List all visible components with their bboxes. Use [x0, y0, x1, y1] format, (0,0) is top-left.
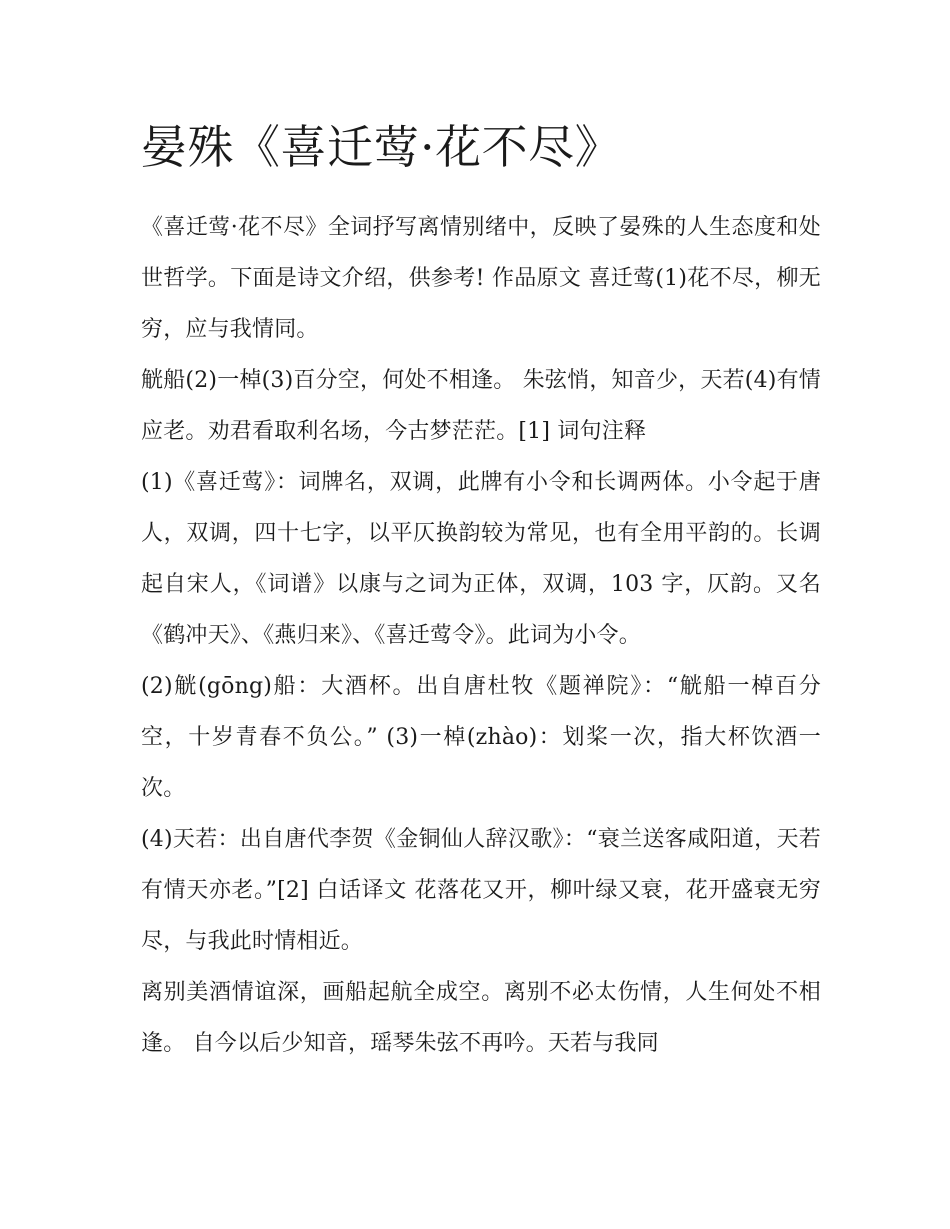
note-4-paragraph: (4)天若：出自唐代李贺《金铜仙人辞汉歌》：“衰兰送客咸阳道，天若有情天亦老。”[2] 白话译文 花落花又开，柳叶绿又衰，花开盛衰无穷尽，与我此时情相近。 — [141, 827, 821, 954]
note-1-paragraph: (1)《喜迁莺》：词牌名，双调，此牌有小令和长调两体。小令起于唐人，双调，四十七字，以平仄换韵较为常见，也有全用平韵的。长调起自宋人，《词谱》以康与之词为正体，双调，103 字，仄韵。又名《鹤冲天》、《燕归来》、《喜迁莺令》。此词为小令。 — [141, 470, 821, 648]
note-2-3-paragraph: (2)觥(gōng)船：大酒杯。出自唐杜牧《题禅院》：“觥船一棹百分空，十岁青春不负公。” (3)一棹(zhào)：划桨一次，指大杯饮酒一次。 — [141, 674, 821, 801]
intro-paragraph: 《喜迁莺·花不尽》全词抒写离情别绪中，反映了晏殊的人生态度和处世哲学。下面是诗文介绍，供参考! 作品原文 喜迁莺(1)花不尽，柳无穷，应与我情同。 — [141, 215, 821, 342]
document-title: 晏殊《喜迁莺·花不尽》 — [141, 120, 622, 174]
document-page — [141, 112, 821, 1069]
translation-paragraph: 离别美酒情谊深，画船起航全成空。离别不必太伤情，人生何处不相逢。 自今以后少知音，瑶琴朱弦不再吟。天若与我同 — [141, 980, 821, 1056]
poem-text-paragraph: 觥船(2)一棹(3)百分空，何处不相逢。 朱弦悄，知音少，天若(4)有情应老。劝君看取利名场，今古梦茫茫。[1] 词句注释 — [141, 368, 821, 444]
